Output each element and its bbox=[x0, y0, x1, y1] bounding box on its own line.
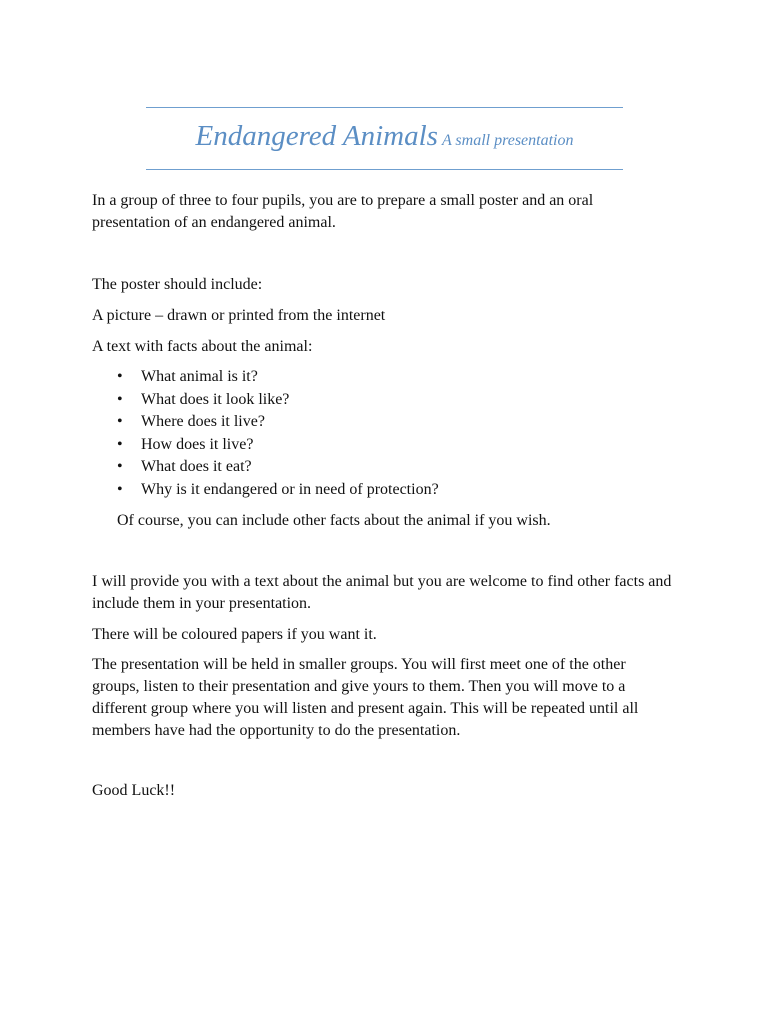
intro-paragraph: In a group of three to four pupils, you are to prepare a small poster and an oral presentation of an endangered animal. bbox=[92, 192, 594, 231]
picture-line: A picture – drawn or printed from the internet bbox=[92, 307, 386, 324]
title-block bbox=[146, 120, 623, 153]
question-text: What animal is it? bbox=[141, 368, 258, 385]
title-top-rule bbox=[146, 107, 623, 108]
question-text: Why is it endangered or in need of protection? bbox=[141, 480, 439, 498]
bullet-icon: • bbox=[117, 435, 123, 453]
bullet-icon: • bbox=[117, 413, 123, 431]
list-item bbox=[92, 434, 652, 457]
question-list bbox=[92, 366, 652, 502]
question-text: Where does it live? bbox=[141, 413, 265, 431]
papers-paragraph: There will be coloured papers if you want it. bbox=[92, 626, 377, 643]
page-subtitle: A small presentation bbox=[441, 132, 574, 149]
closing-line: Good Luck!! bbox=[92, 782, 176, 799]
list-item bbox=[92, 366, 652, 389]
poster-heading: The poster should include: bbox=[92, 276, 263, 293]
question-text: What does it eat? bbox=[141, 458, 252, 476]
list-item bbox=[92, 456, 652, 479]
page-title: Endangered Animals bbox=[195, 120, 438, 152]
question-text: How does it live? bbox=[141, 435, 254, 453]
text-line: A text with facts about the animal: bbox=[92, 338, 313, 355]
presentation-info-paragraph: The presentation will be held in smaller groups. You will first meet one of the other groups, listen to their presentation and give yours to them. Then you will move to a different group where you will listen and present again. This will be repeated until all members have had the opportunity to do the presentation. bbox=[92, 656, 639, 739]
list-item bbox=[92, 479, 652, 502]
title-bottom-rule bbox=[146, 169, 623, 170]
other-facts-paragraph: Of course, you can include other facts about the animal if you wish. bbox=[117, 512, 551, 529]
list-item bbox=[92, 389, 652, 412]
question-text: What does it look like? bbox=[141, 390, 290, 408]
bullet-icon: • bbox=[117, 458, 123, 476]
bullet-icon: • bbox=[117, 480, 123, 498]
bullet-icon: • bbox=[117, 390, 123, 408]
list-item bbox=[92, 411, 652, 434]
bullet-icon: • bbox=[117, 368, 123, 385]
provide-text-paragraph: I will provide you with a text about the animal but you are welcome to find other facts and include them in your presentation. bbox=[92, 573, 672, 612]
